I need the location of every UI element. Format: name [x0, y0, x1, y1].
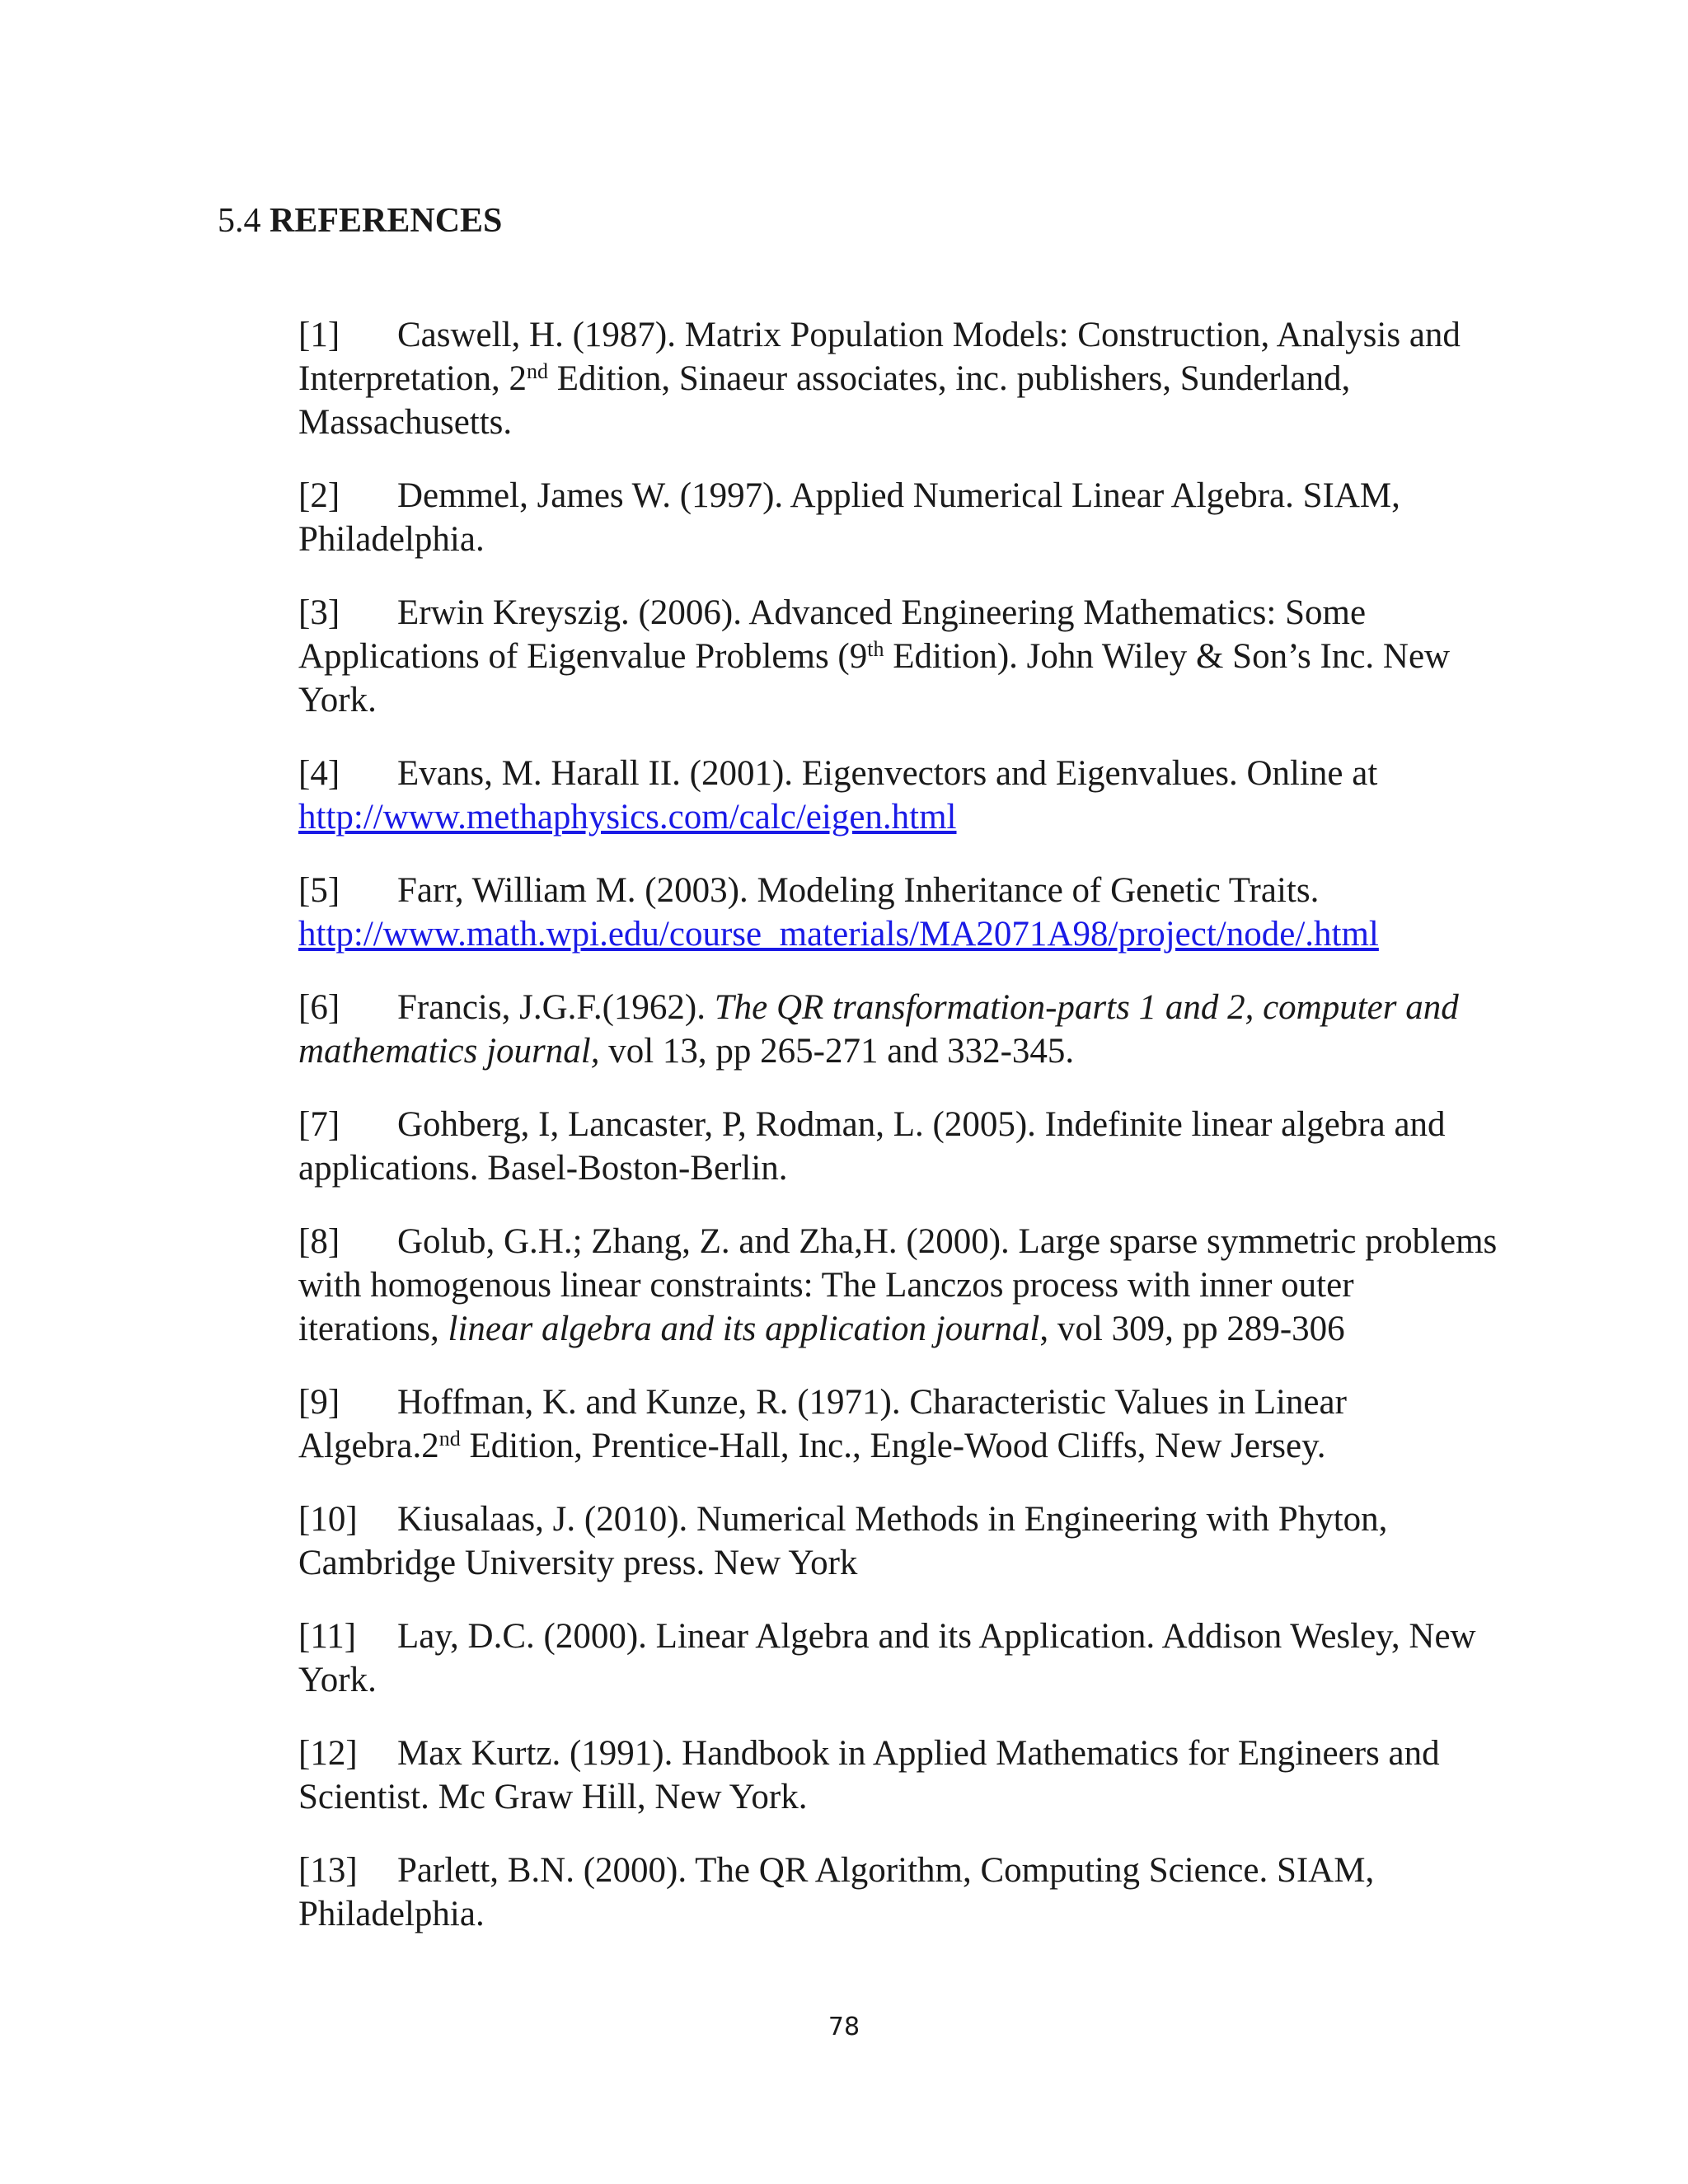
section-number: 5.4: [218, 202, 261, 240]
reference-item: [298, 313, 1502, 444]
reference-item: [298, 1103, 1502, 1190]
reference-number: [5]: [298, 871, 340, 910]
reference-number: [4]: [298, 754, 340, 793]
reference-item: [298, 1380, 1502, 1468]
reference-number: [12]: [298, 1734, 358, 1773]
reference-item: [298, 869, 1502, 956]
reference-italic-title: The QR transformation-parts 1 and 2, computer and mathematics journal,: [298, 988, 1459, 1071]
reference-text-continued: Edition, Prentice-Hall, Inc., Engle-Wood Cliffs, New Jersey.: [460, 1427, 1326, 1465]
reference-text: Max Kurtz. (1991). Handbook in Applied Mathematics for Engineers and Scientist. Mc Graw Hill, New York.: [298, 1734, 1440, 1816]
reference-item: [298, 1497, 1502, 1585]
page-number: 78: [828, 2013, 860, 2041]
reference-text-continued: Edition). John Wiley & Son’s Inc. New York.: [298, 637, 1451, 719]
reference-number: [8]: [298, 1222, 340, 1261]
reference-item: [298, 1615, 1502, 1702]
reference-link[interactable]: http://www.methaphysics.com/calc/eigen.html: [298, 798, 957, 837]
reference-text-continued: Edition, Sinaeur associates, inc. publishers, Sunderland, Massachusetts.: [298, 359, 1351, 442]
reference-superscript: nd: [527, 359, 549, 383]
reference-item: [298, 752, 1502, 839]
section-heading: [218, 198, 502, 244]
reference-number: [7]: [298, 1105, 340, 1144]
reference-number: [13]: [298, 1851, 358, 1890]
reference-text: Kiusalaas, J. (2010). Numerical Methods in Engineering with Phyton, Cambridge University press. New York: [298, 1500, 1388, 1582]
reference-superscript: nd: [438, 1427, 461, 1451]
reference-text: Demmel, James W. (1997). Applied Numerical Linear Algebra. SIAM, Philadelphia.: [298, 476, 1400, 559]
reference-item: [298, 1220, 1502, 1351]
reference-text: Gohberg, I, Lancaster, P, Rodman, L. (2005). Indefinite linear algebra and applications. Basel-Boston-Berlin.: [298, 1105, 1446, 1188]
reference-text: Caswell, H. (1987). Matrix Population Models: Construction, Analysis and Interpretation, 2: [298, 316, 1461, 398]
reference-italic-title: linear algebra and its application journal: [448, 1310, 1040, 1348]
reference-text-continued: , vol 309, pp 289-306: [1039, 1310, 1345, 1348]
reference-item: [298, 986, 1502, 1073]
reference-text-continued: vol 13, pp 265-271 and 332-345.: [599, 1032, 1075, 1071]
reference-text: Evans, M. Harall II. (2001). Eigenvectors and Eigenvalues. Online at: [397, 754, 1378, 793]
reference-number: [1]: [298, 316, 340, 354]
reference-item: [298, 591, 1502, 722]
section-title: REFERENCES: [270, 202, 503, 240]
reference-number: [6]: [298, 988, 340, 1027]
reference-number: [11]: [298, 1617, 357, 1656]
reference-item: [298, 474, 1502, 561]
reference-list: [298, 313, 1502, 1966]
reference-superscript: th: [867, 637, 884, 661]
reference-text: Erwin Kreyszig. (2006). Advanced Engineering Mathematics: Some Applications of Eigenvalue Problems (9: [298, 593, 1367, 676]
reference-text: Golub, G.H.; Zhang, Z. and Zha,H. (2000). Large sparse symmetric problems with homogenous linear constraints: The Lanczos process with inner outer iterations,: [298, 1222, 1498, 1348]
reference-text: Farr, William M. (2003). Modeling Inheritance of Genetic Traits.: [397, 871, 1320, 910]
reference-text: Parlett, B.N. (2000). The QR Algorithm, Computing Science. SIAM, Philadelphia.: [298, 1851, 1375, 1933]
reference-item: [298, 1732, 1502, 1819]
reference-number: [10]: [298, 1500, 358, 1539]
reference-link[interactable]: http://www.math.wpi.edu/course_materials/MA2071A98/project/node/.html: [298, 915, 1379, 954]
reference-text: Lay, D.C. (2000). Linear Algebra and its Application. Addison Wesley, New York.: [298, 1617, 1476, 1699]
reference-text: Hoffman, K. and Kunze, R. (1971). Characteristic Values in Linear Algebra.2: [298, 1383, 1347, 1465]
reference-item: [298, 1849, 1502, 1936]
reference-number: [9]: [298, 1383, 340, 1422]
reference-number: [3]: [298, 593, 340, 632]
reference-text: Francis, J.G.F.(1962).: [397, 988, 715, 1027]
reference-number: [2]: [298, 476, 340, 515]
